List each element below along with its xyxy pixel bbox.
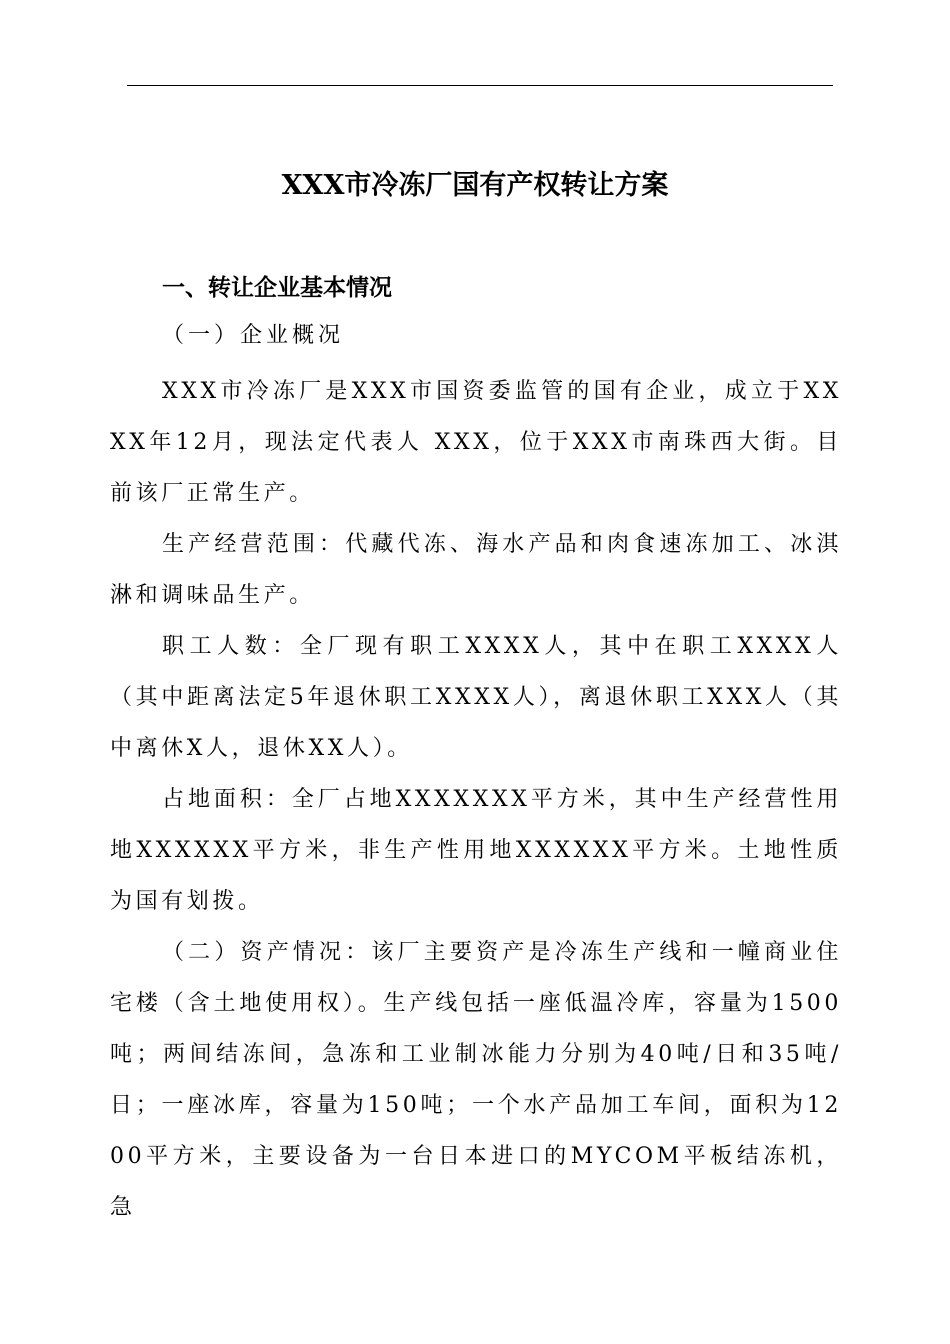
header-rule <box>127 85 833 86</box>
paragraph-business-scope: 生产经营范围：代藏代冻、海水产品和肉食速冻加工、冰淇淋和调味品生产。 <box>110 532 842 608</box>
document-title: XXX市冷冻厂国有产权转让方案 <box>281 170 669 201</box>
paragraph-land-area: 占地面积：全厂占地XXXXXXX平方米，其中生产经营性用地XXXXXX平方米，非生产性用地XXXXXX平方米。土地性质为国有划拨。 <box>110 787 842 914</box>
section-heading-basic-info: 一、转让企业基本情况 <box>162 275 392 301</box>
paragraph-staff-count: 职工人数：全厂现有职工XXXX人，其中在职工XXXX人（其中距离法定5年退休职工XXXX人），离退休职工XXX人（其中离休X人，退休XX人）。 <box>110 634 842 761</box>
body-text <box>110 366 842 1233</box>
subsection-heading-overview: （一）企业概况 <box>162 323 345 348</box>
paragraph-assets: （二）资产情况：该厂主要资产是冷冻生产线和一幢商业住宅楼（含土地使用权）。生产线包括一座低温冷库，容量为1500吨；两间结冻间，急冻和工业制冰能力分别为40吨/日和35吨/日；一座冰库，容量为150吨；一个水产品加工车间，面积为1200平方米，主要设备为一台日本进口的MYCOM平板结冻机，急 <box>110 940 842 1220</box>
paragraph-company-intro: XXX市冷冻厂是XXX市国资委监管的国有企业，成立于XXXX年12月，现法定代表人 XXX，位于XXX市南珠西大街。目前该厂正常生产。 <box>110 379 842 506</box>
